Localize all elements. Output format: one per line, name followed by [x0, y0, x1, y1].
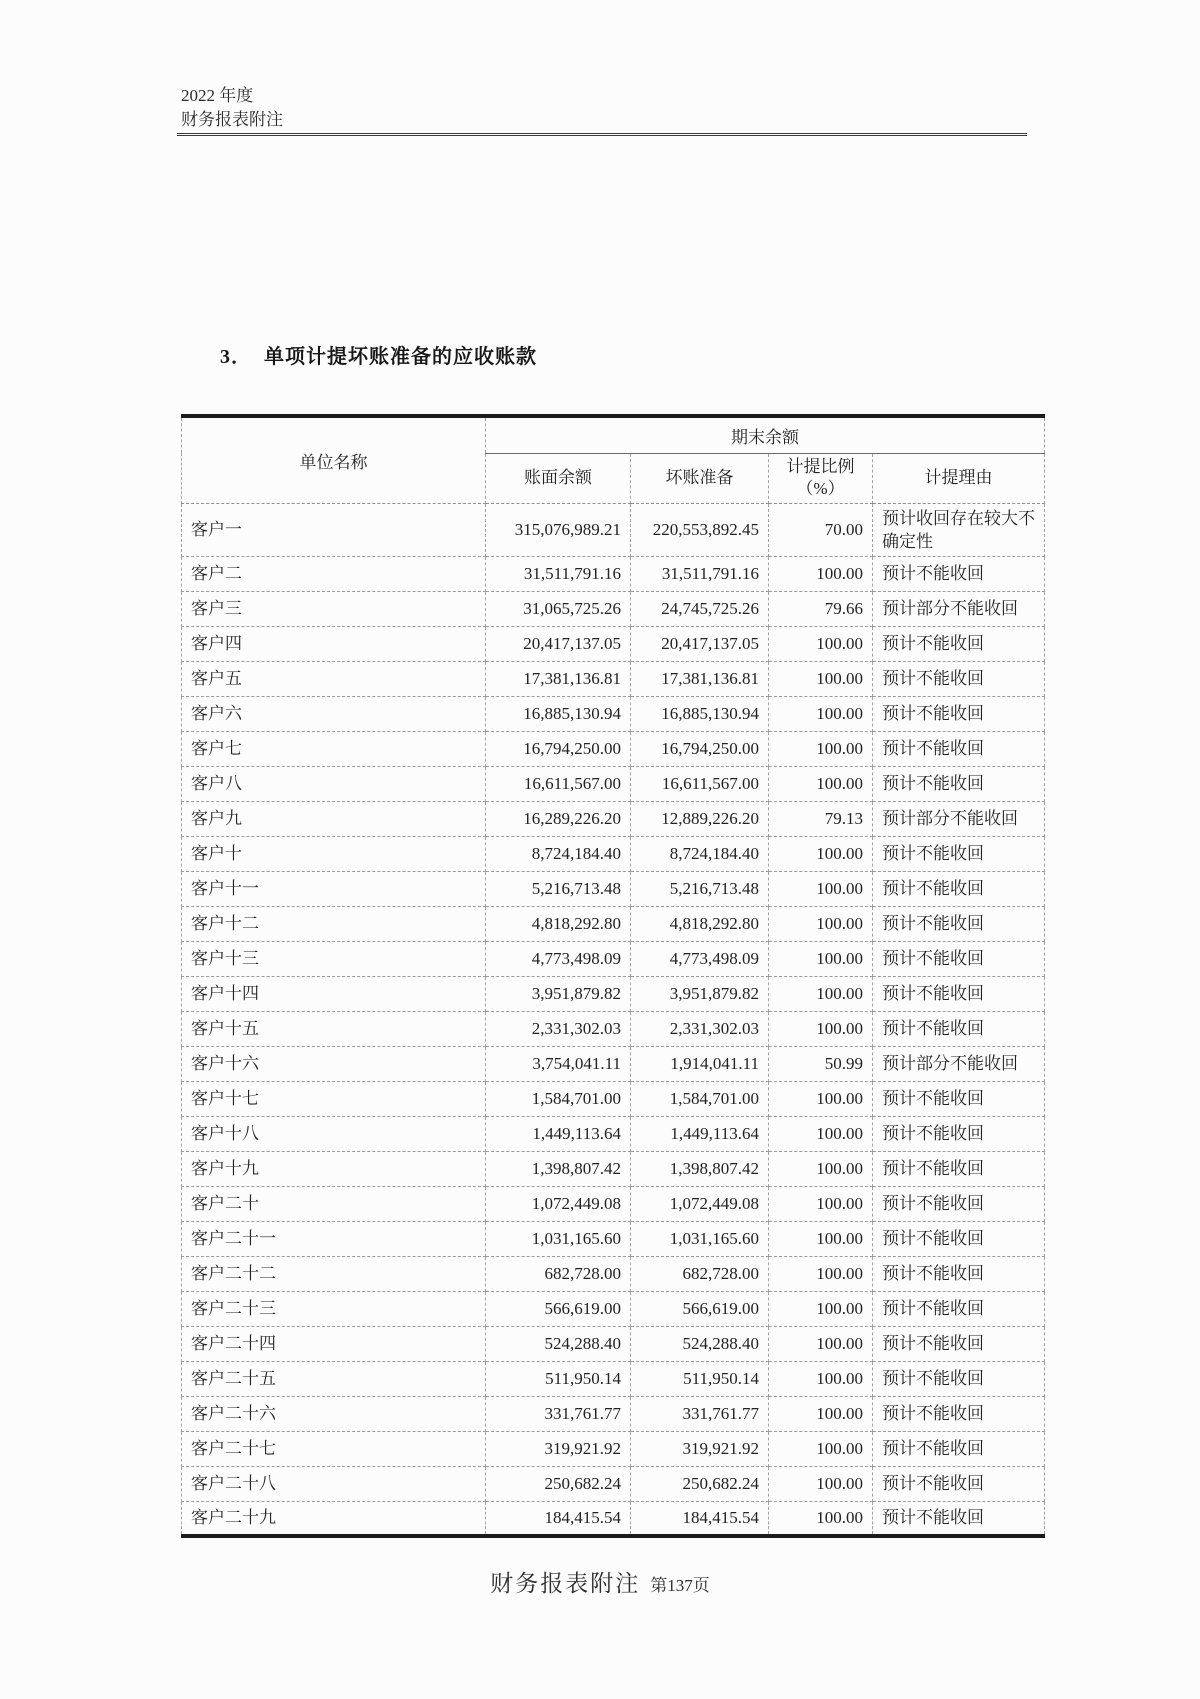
- provision-reason-cell: 预计部分不能收回: [873, 801, 1045, 836]
- bad-debt-provision-cell: 16,611,567.00: [631, 766, 769, 801]
- provision-ratio-cell: 100.00: [769, 1291, 873, 1326]
- unit-name-cell: 客户十三: [182, 941, 486, 976]
- provision-reason-cell: 预计不能收回: [873, 836, 1045, 871]
- unit-name-cell: 客户二十七: [182, 1431, 486, 1466]
- bad-debt-provision-cell: 24,745,725.26: [631, 591, 769, 626]
- unit-name-cell: 客户十八: [182, 1116, 486, 1151]
- provision-ratio-cell: 100.00: [769, 1361, 873, 1396]
- bad-debt-provision-cell: 16,885,130.94: [631, 696, 769, 731]
- book-balance-cell: 1,072,449.08: [486, 1186, 631, 1221]
- unit-name-cell: 客户六: [182, 696, 486, 731]
- book-balance-cell: 17,381,136.81: [486, 661, 631, 696]
- bad-debt-provision-cell: 4,818,292.80: [631, 906, 769, 941]
- provision-reason-cell: 预计不能收回: [873, 1326, 1045, 1361]
- book-balance-cell: 184,415.54: [486, 1501, 631, 1536]
- table-row: [182, 1466, 1045, 1501]
- provision-ratio-cell: 100.00: [769, 1256, 873, 1291]
- provision-reason-cell: 预计不能收回: [873, 556, 1045, 591]
- provision-reason-cell: 预计不能收回: [873, 1291, 1045, 1326]
- provision-ratio-cell: 100.00: [769, 1431, 873, 1466]
- provision-ratio-cell: 100.00: [769, 731, 873, 766]
- book-balance-cell: 16,289,226.20: [486, 801, 631, 836]
- running-head-doc-title: 财务报表附注: [181, 110, 283, 129]
- provision-reason-cell: 预计不能收回: [873, 1466, 1045, 1501]
- book-balance-cell: 1,449,113.64: [486, 1116, 631, 1151]
- provision-ratio-cell: 100.00: [769, 1501, 873, 1536]
- bad-debt-provision-cell: 1,449,113.64: [631, 1116, 769, 1151]
- book-balance-cell: 524,288.40: [486, 1326, 631, 1361]
- running-head-year: 2022 年度: [181, 86, 254, 105]
- book-balance-cell: 511,950.14: [486, 1361, 631, 1396]
- unit-name-cell: 客户十一: [182, 871, 486, 906]
- table-row: [182, 1361, 1045, 1396]
- unit-name-cell: 客户二十一: [182, 1221, 486, 1256]
- table-row: [182, 1046, 1045, 1081]
- book-balance-cell: 1,031,165.60: [486, 1221, 631, 1256]
- provision-ratio-cell: 100.00: [769, 1081, 873, 1116]
- page-footer: [0, 1565, 1200, 1598]
- bad-debt-provision-cell: 250,682.24: [631, 1466, 769, 1501]
- provision-reason-cell: 预计不能收回: [873, 1081, 1045, 1116]
- unit-name-cell: 客户二十四: [182, 1326, 486, 1361]
- provision-reason-cell: 预计不能收回: [873, 1151, 1045, 1186]
- provision-reason-cell: 预计不能收回: [873, 1011, 1045, 1046]
- col-header-provision-reason: 计提理由: [873, 453, 1045, 503]
- table-row: [182, 871, 1045, 906]
- provision-ratio-cell: 100.00: [769, 766, 873, 801]
- unit-name-cell: 客户十二: [182, 906, 486, 941]
- bad-debt-provision-cell: 1,914,041.11: [631, 1046, 769, 1081]
- col-header-provision-ratio-line1: 计提比例: [786, 457, 855, 476]
- provision-reason-cell: 预计不能收回: [873, 696, 1045, 731]
- unit-name-cell: 客户二十九: [182, 1501, 486, 1536]
- provision-reason-cell: 预计不能收回: [873, 906, 1045, 941]
- bad-debt-provision-cell: 566,619.00: [631, 1291, 769, 1326]
- provision-reason-cell: 预计收回存在较大不确定性: [873, 503, 1045, 556]
- bad-debt-provision-cell: 17,381,136.81: [631, 661, 769, 696]
- unit-name-cell: 客户二十八: [182, 1466, 486, 1501]
- book-balance-cell: 566,619.00: [486, 1291, 631, 1326]
- col-header-provision-ratio: [769, 453, 873, 503]
- provision-ratio-cell: 100.00: [769, 661, 873, 696]
- book-balance-cell: 20,417,137.05: [486, 626, 631, 661]
- header-rule: [177, 133, 1027, 136]
- provision-reason-cell: 预计不能收回: [873, 976, 1045, 1011]
- unit-name-cell: 客户十九: [182, 1151, 486, 1186]
- unit-name-cell: 客户十六: [182, 1046, 486, 1081]
- unit-name-cell: 客户二十二: [182, 1256, 486, 1291]
- unit-name-cell: 客户九: [182, 801, 486, 836]
- table-row: [182, 1501, 1045, 1536]
- book-balance-cell: 4,773,498.09: [486, 941, 631, 976]
- provision-ratio-cell: 100.00: [769, 1326, 873, 1361]
- provision-ratio-cell: 100.00: [769, 1186, 873, 1221]
- col-header-bad-debt-provision: 坏账准备: [631, 453, 769, 503]
- provision-ratio-cell: 100.00: [769, 1221, 873, 1256]
- book-balance-cell: 2,331,302.03: [486, 1011, 631, 1046]
- bad-debt-provision-cell: 220,553,892.45: [631, 503, 769, 556]
- bad-debt-provision-cell: 1,584,701.00: [631, 1081, 769, 1116]
- table-row: [182, 696, 1045, 731]
- table-row: [182, 1011, 1045, 1046]
- bad-debt-provision-table: [181, 414, 1045, 1538]
- col-header-provision-ratio-line2: （%）: [796, 479, 845, 498]
- book-balance-cell: 250,682.24: [486, 1466, 631, 1501]
- table-row: [182, 941, 1045, 976]
- provision-ratio-cell: 100.00: [769, 906, 873, 941]
- provision-reason-cell: 预计不能收回: [873, 941, 1045, 976]
- provision-reason-cell: 预计不能收回: [873, 661, 1045, 696]
- unit-name-cell: 客户八: [182, 766, 486, 801]
- bad-debt-provision-cell: 12,889,226.20: [631, 801, 769, 836]
- unit-name-cell: 客户二十五: [182, 1361, 486, 1396]
- bad-debt-provision-cell: 682,728.00: [631, 1256, 769, 1291]
- bad-debt-provision-cell: 16,794,250.00: [631, 731, 769, 766]
- provision-ratio-cell: 100.00: [769, 836, 873, 871]
- provision-ratio-cell: 100.00: [769, 871, 873, 906]
- table-row: [182, 906, 1045, 941]
- table-row: [182, 731, 1045, 766]
- provision-ratio-cell: 100.00: [769, 1396, 873, 1431]
- book-balance-cell: 31,511,791.16: [486, 556, 631, 591]
- table-row: [182, 836, 1045, 871]
- bad-debt-provision-cell: 5,216,713.48: [631, 871, 769, 906]
- provision-reason-cell: 预计部分不能收回: [873, 591, 1045, 626]
- provision-reason-cell: 预计不能收回: [873, 626, 1045, 661]
- provision-ratio-cell: 100.00: [769, 556, 873, 591]
- table-row: [182, 976, 1045, 1011]
- provision-reason-cell: 预计不能收回: [873, 766, 1045, 801]
- provision-ratio-cell: 100.00: [769, 1116, 873, 1151]
- book-balance-cell: 5,216,713.48: [486, 871, 631, 906]
- provision-ratio-cell: 100.00: [769, 1466, 873, 1501]
- footer-page-number: 第137页: [650, 1576, 710, 1595]
- table-row: [182, 766, 1045, 801]
- provision-ratio-cell: 100.00: [769, 626, 873, 661]
- provision-ratio-cell: 79.13: [769, 801, 873, 836]
- unit-name-cell: 客户十五: [182, 1011, 486, 1046]
- col-header-period-end-balance: 期末余额: [486, 416, 1045, 453]
- unit-name-cell: 客户三: [182, 591, 486, 626]
- unit-name-cell: 客户七: [182, 731, 486, 766]
- book-balance-cell: 31,065,725.26: [486, 591, 631, 626]
- provision-reason-cell: 预计不能收回: [873, 1396, 1045, 1431]
- table-row: [182, 1256, 1045, 1291]
- table-row: [182, 1291, 1045, 1326]
- running-head: [181, 84, 283, 132]
- provision-reason-cell: 预计不能收回: [873, 731, 1045, 766]
- table-row: [182, 1151, 1045, 1186]
- book-balance-cell: 4,818,292.80: [486, 906, 631, 941]
- bad-debt-provision-cell: 511,950.14: [631, 1361, 769, 1396]
- book-balance-cell: 16,794,250.00: [486, 731, 631, 766]
- book-balance-cell: 319,921.92: [486, 1431, 631, 1466]
- provision-reason-cell: 预计不能收回: [873, 1186, 1045, 1221]
- book-balance-cell: 8,724,184.40: [486, 836, 631, 871]
- table-row: [182, 591, 1045, 626]
- bad-debt-provision-cell: 3,951,879.82: [631, 976, 769, 1011]
- bad-debt-provision-cell: 31,511,791.16: [631, 556, 769, 591]
- provision-reason-cell: 预计不能收回: [873, 1361, 1045, 1396]
- unit-name-cell: 客户十四: [182, 976, 486, 1011]
- provision-reason-cell: 预计不能收回: [873, 871, 1045, 906]
- table-row: [182, 556, 1045, 591]
- unit-name-cell: 客户二: [182, 556, 486, 591]
- provision-reason-cell: 预计不能收回: [873, 1221, 1045, 1256]
- unit-name-cell: 客户二十三: [182, 1291, 486, 1326]
- unit-name-cell: 客户十: [182, 836, 486, 871]
- provision-reason-cell: 预计不能收回: [873, 1116, 1045, 1151]
- table-row: [182, 661, 1045, 696]
- bad-debt-provision-cell: 4,773,498.09: [631, 941, 769, 976]
- bad-debt-provision-cell: 524,288.40: [631, 1326, 769, 1361]
- footer-doc-title: 财务报表附注: [490, 1571, 641, 1596]
- unit-name-cell: 客户二十六: [182, 1396, 486, 1431]
- bad-debt-provision-cell: 184,415.54: [631, 1501, 769, 1536]
- section-title-text: 单项计提坏账准备的应收账款: [264, 346, 537, 368]
- provision-reason-cell: 预计部分不能收回: [873, 1046, 1045, 1081]
- unit-name-cell: 客户二十: [182, 1186, 486, 1221]
- book-balance-cell: 331,761.77: [486, 1396, 631, 1431]
- provision-ratio-cell: 100.00: [769, 941, 873, 976]
- unit-name-cell: 客户十七: [182, 1081, 486, 1116]
- table-row: [182, 626, 1045, 661]
- bad-debt-provision-cell: 8,724,184.40: [631, 836, 769, 871]
- bad-debt-provision-cell: 20,417,137.05: [631, 626, 769, 661]
- unit-name-cell: 客户五: [182, 661, 486, 696]
- table-row: [182, 1396, 1045, 1431]
- table-row: [182, 1081, 1045, 1116]
- table-row: [182, 1186, 1045, 1221]
- table-row: [182, 1116, 1045, 1151]
- unit-name-cell: 客户四: [182, 626, 486, 661]
- section-title: [220, 340, 537, 369]
- table-row: [182, 1326, 1045, 1361]
- provision-ratio-cell: 100.00: [769, 1151, 873, 1186]
- provision-reason-cell: 预计不能收回: [873, 1431, 1045, 1466]
- bad-debt-provision-cell: 1,031,165.60: [631, 1221, 769, 1256]
- book-balance-cell: 315,076,989.21: [486, 503, 631, 556]
- bad-debt-provision-cell: 1,398,807.42: [631, 1151, 769, 1186]
- table-row: [182, 801, 1045, 836]
- provision-ratio-cell: 100.00: [769, 696, 873, 731]
- col-header-book-balance: 账面余额: [486, 453, 631, 503]
- provision-reason-cell: 预计不能收回: [873, 1256, 1045, 1291]
- book-balance-cell: 16,885,130.94: [486, 696, 631, 731]
- unit-name-cell: 客户一: [182, 503, 486, 556]
- col-header-unit-name: 单位名称: [182, 416, 486, 503]
- book-balance-cell: 3,754,041.11: [486, 1046, 631, 1081]
- table-header: [182, 416, 1045, 503]
- provision-ratio-cell: 70.00: [769, 503, 873, 556]
- provision-ratio-cell: 100.00: [769, 1011, 873, 1046]
- table-body: [182, 503, 1045, 1536]
- book-balance-cell: 3,951,879.82: [486, 976, 631, 1011]
- provision-ratio-cell: 79.66: [769, 591, 873, 626]
- provision-ratio-cell: 50.99: [769, 1046, 873, 1081]
- provision-ratio-cell: 100.00: [769, 976, 873, 1011]
- bad-debt-provision-cell: 319,921.92: [631, 1431, 769, 1466]
- book-balance-cell: 1,398,807.42: [486, 1151, 631, 1186]
- section-number: 3．: [220, 346, 252, 368]
- bad-debt-provision-cell: 2,331,302.03: [631, 1011, 769, 1046]
- table-row: [182, 1431, 1045, 1466]
- book-balance-cell: 1,584,701.00: [486, 1081, 631, 1116]
- book-balance-cell: 682,728.00: [486, 1256, 631, 1291]
- table-row: [182, 1221, 1045, 1256]
- provision-reason-cell: 预计不能收回: [873, 1501, 1045, 1536]
- bad-debt-provision-cell: 1,072,449.08: [631, 1186, 769, 1221]
- book-balance-cell: 16,611,567.00: [486, 766, 631, 801]
- bad-debt-provision-cell: 331,761.77: [631, 1396, 769, 1431]
- table-row: [182, 503, 1045, 556]
